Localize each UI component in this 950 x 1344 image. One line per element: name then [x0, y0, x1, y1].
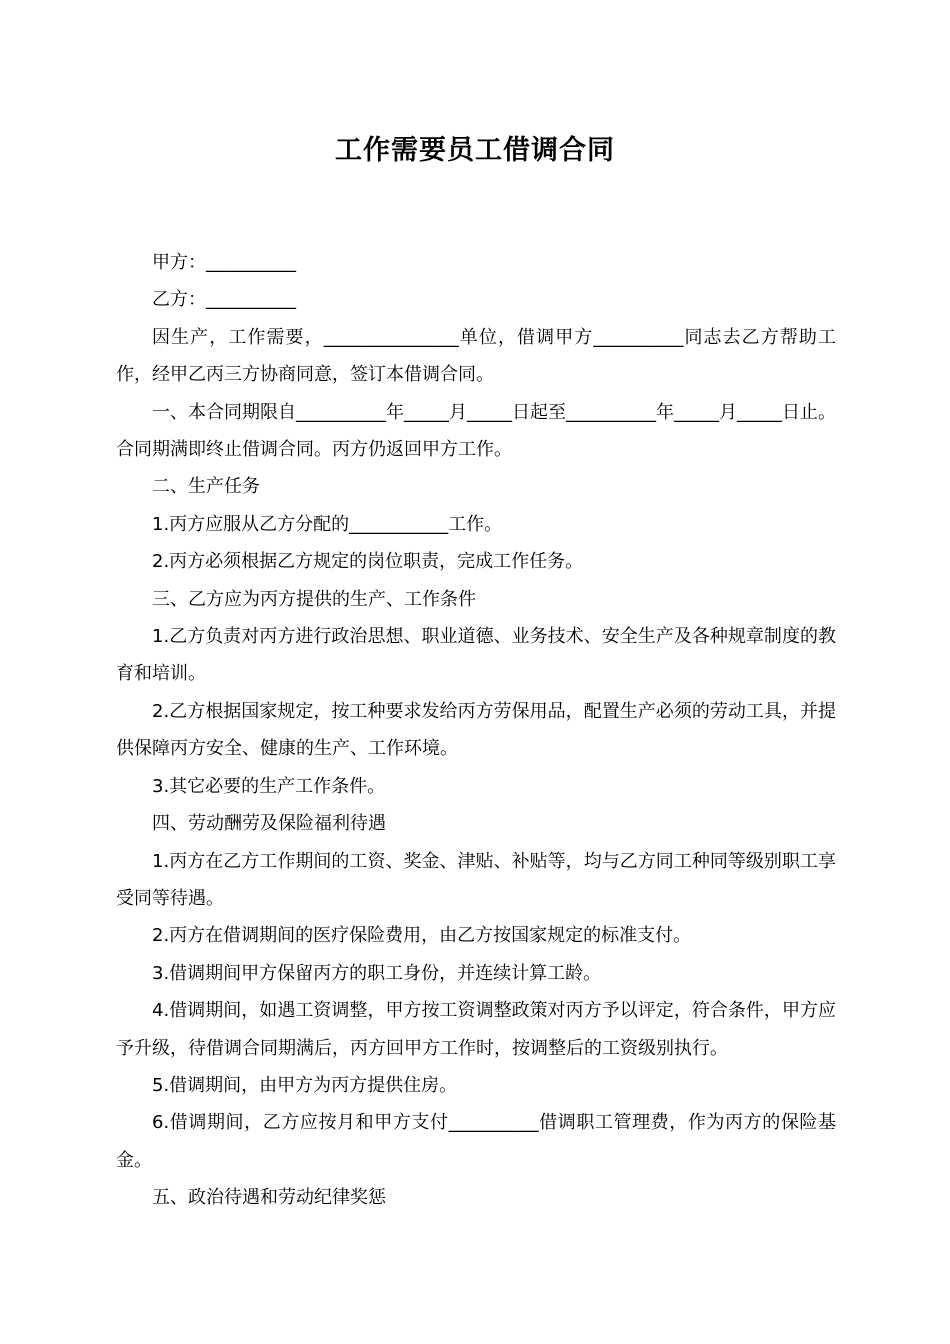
document-title: 工作需要员工借调合同	[335, 135, 615, 166]
section-2-item-2: 2.丙方必须根据乙方规定的岗位职责，完成工作任务。	[152, 551, 584, 573]
section-4-item-2: 2.丙方在借调期间的医疗保险费用，由乙方按国家规定的标准支付。	[152, 925, 692, 947]
section-4-heading: 四、劳动酬劳及保险福利待遇	[152, 813, 386, 835]
section-2-item-1: 1.丙方应服从乙方分配的___________工作。	[152, 513, 503, 535]
section-3-item-1: 1.乙方负责对丙方进行政治思想、职业道德、业务技术、安全生产及各种规章制度的教育和培训。	[116, 626, 836, 685]
section-4-item-3: 3.借调期间甲方保留丙方的职工身份，并连续计算工龄。	[152, 962, 602, 984]
section-4-item-4: 4.借调期间，如遇工资调整，甲方按工资调整政策对丙方予以评定，符合条件，甲方应予升级，待借调合同期满后，丙方回甲方工作时，按调整后的工资级别执行。	[116, 1000, 836, 1059]
document-body	[116, 244, 836, 1217]
section-4-item-6: 6.借调期间，乙方应按月和甲方支付__________借调职工管理费，作为丙方的保险基金。	[116, 1112, 836, 1171]
section-4-item-5: 5.借调期间，由甲方为丙方提供住房。	[152, 1074, 458, 1096]
section-5-heading: 五、政治待遇和劳动纪律奖惩	[152, 1187, 386, 1209]
party-a-line: 甲方：__________	[152, 252, 296, 273]
intro-paragraph: 因生产，工作需要，_______________单位，借调甲方__________同志去乙方帮助工作，经甲乙丙三方协商同意，签订本借调合同。	[116, 326, 836, 386]
section-4-item-1: 1.丙方在乙方工作期间的工资、奖金、津贴、补贴等，均与乙方同工种同等级别职工享受同等待遇。	[116, 850, 836, 909]
section-1-term: 一、本合同期限自__________年_____月_____日起至__________年_____月_____日止。合同期满即终止借调合同。丙方仍返回甲方工作。	[116, 401, 836, 461]
section-3-item-3: 3.其它必要的生产工作条件。	[152, 775, 386, 797]
party-b-line: 乙方：__________	[152, 289, 296, 311]
section-2-heading: 二、生产任务	[152, 476, 260, 498]
section-3-item-2: 2.乙方根据国家规定，按工种要求发给丙方劳保用品，配置生产必须的劳动工具，并提供保障丙方安全、健康的生产、工作环境。	[116, 700, 836, 760]
section-3-heading: 三、乙方应为丙方提供的生产、工作条件	[152, 588, 476, 610]
